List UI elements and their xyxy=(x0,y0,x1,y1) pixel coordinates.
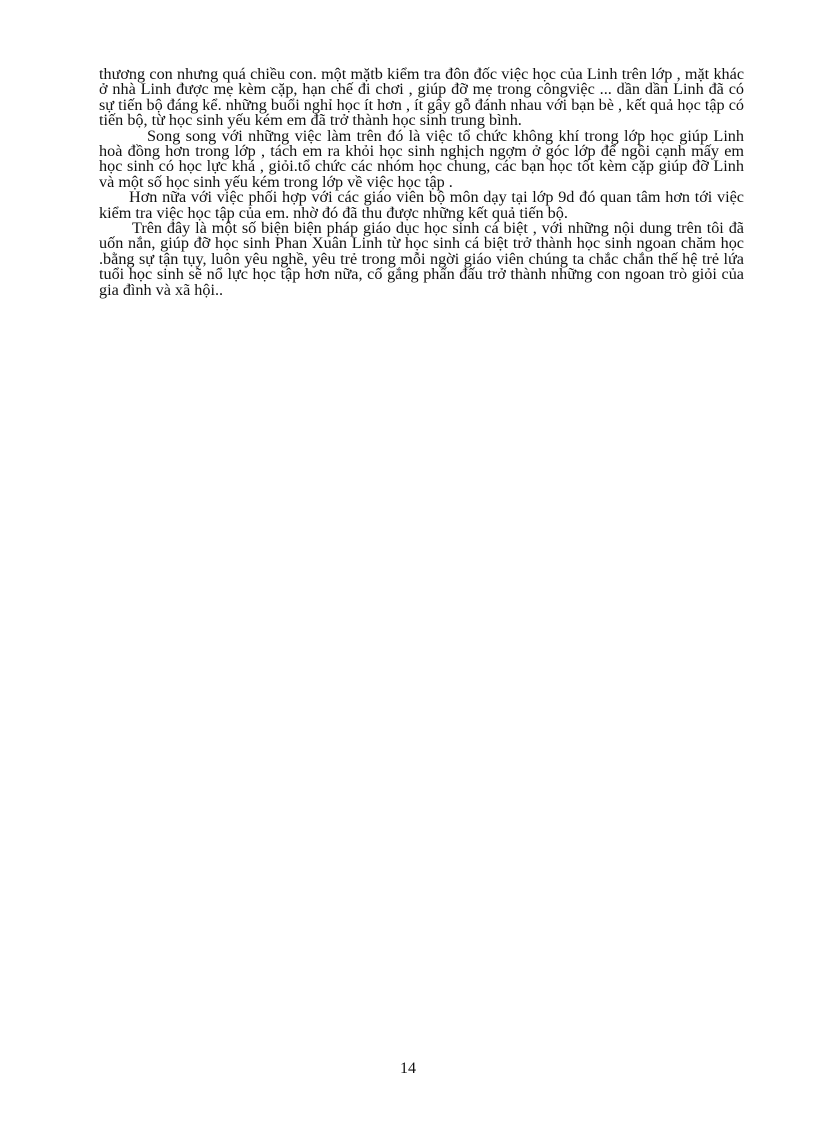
paragraph-classroom-atmosphere: Song song với những việc làm trên đó là việc tổ chức không khí trong lớp học giúp Linh hoà đồng hơn trong lớp , tách em ra khỏi học sinh nghịch ngợm ở góc lớp để ngồi cạnh mấy em học sinh có học lực khá , giỏi.tổ chức các nhóm học chung, các bạn học tốt kèm cặp giúp đỡ Linh và một số học sinh yếu kém trong lớp về việc học tập . xyxy=(99,126,744,191)
body-text xyxy=(99,67,744,298)
paragraph-continuation: thương con nhưng quá chiều con. một mặtb kiểm tra đôn đốc việc học của Linh trên lớp , mặt khác ở nhà Linh được mẹ kèm cặp, hạn chế đi chơi , giúp đỡ mẹ trong côngviệc ... dần dần Linh đã có sự tiến bộ đáng kể. những buổi nghỉ học ít hơn , ít gây gỗ đánh nhau với bạn bè , kết quả học tập có tiến bộ, từ học sinh yếu kém em đã trở thành học sinh trung bình. xyxy=(99,65,744,130)
page-number: 14 xyxy=(400,1060,416,1077)
paragraph-conclusion: Trên đây là một số biện biện pháp giáo dục học sinh cá biệt , với những nội dung trên tôi đã uốn nắn, giúp đỡ học sinh Phan Xuân Linh từ học sinh cá biệt trở thành học sinh ngoan chăm học .bằng sự tận tụy, luôn yêu nghề, yêu trẻ trong mỗi ngời giáo viên chúng ta chắc chắn thế hệ trẻ lứa tuổi học sinh sẽ nổ lực học tập hơn nữa, cố gắng phấn đấu trở thành những con ngoan trò giỏi của gia đình và xã hội.. xyxy=(99,219,744,299)
paragraph-teacher-coordination: Hơn nữa với việc phối hợp với các giáo viên bộ môn dạy tại lớp 9d đó quan tâm hơn tới việc kiểm tra việc học tập của em. nhờ đó đã thu được những kết quả tiến bộ. xyxy=(99,188,744,222)
